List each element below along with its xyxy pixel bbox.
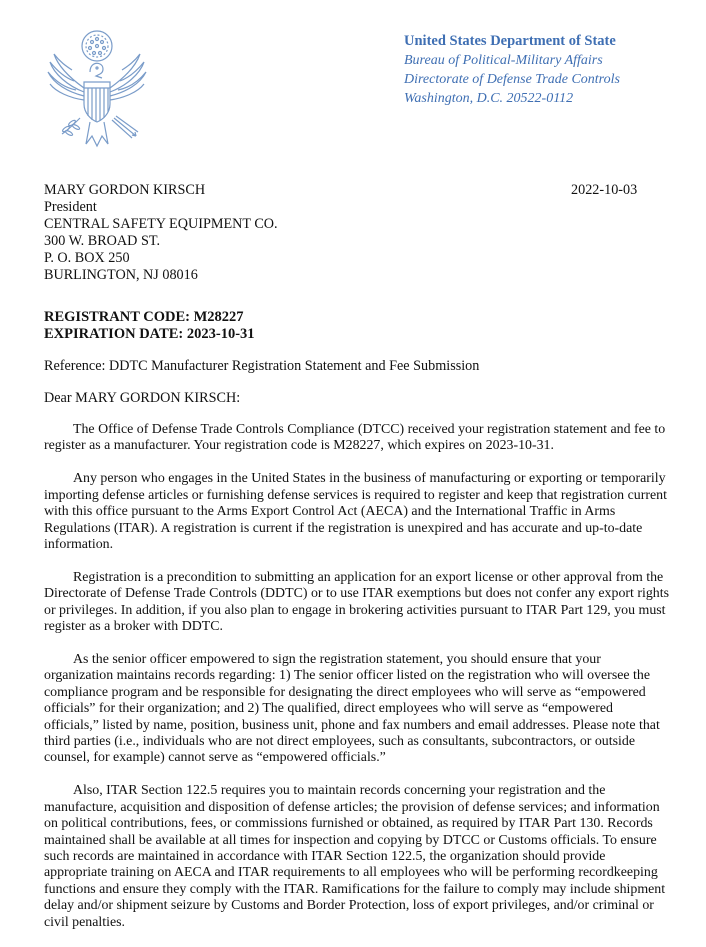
registrant-code: REGISTRANT CODE: M28227	[44, 309, 244, 325]
directorate-name: Directorate of Defense Trade Controls	[404, 72, 620, 87]
office-city: Washington, D.C. 20522-0112	[404, 91, 574, 106]
salutation: Dear MARY GORDON KIRSCH:	[44, 390, 241, 406]
expiration-date: EXPIRATION DATE: 2023-10-31	[44, 326, 255, 342]
recipient-company: CENTRAL SAFETY EQUIPMENT CO.	[44, 216, 278, 232]
body-paragraph: Any person who engages in the United States in the business of manufacturing or exporting or temporarily importing defense articles or furnishing defense services is required to register and keep that registration current with this office pursuant to the Arms Export Control Act (AECA) and the International Traffic in Arms Regulations (ITAR). A registration is current if the registration is unexpired and has accurate and up-to-date information.	[44, 471, 667, 552]
reference-line: Reference: DDTC Manufacturer Registration Statement and Fee Submission	[44, 358, 480, 374]
recipient-name: MARY GORDON KIRSCH	[44, 182, 206, 198]
registration-codes	[44, 309, 255, 343]
recipient-po-box: P. O. BOX 250	[44, 250, 130, 266]
recipient-address	[44, 182, 278, 284]
bureau-name: Bureau of Political-Military Affairs	[404, 53, 603, 68]
recipient-title: President	[44, 199, 97, 215]
letter-date: 2022-10-03	[571, 182, 638, 198]
letter-body	[44, 422, 670, 947]
department-name: United States Department of State	[404, 33, 616, 49]
body-paragraph: As the senior officer empowered to sign the registration statement, you should ensure that your organization maintains records regarding: 1) The senior officer listed on the registration who will oversee the compliance program and be responsible for designating the direct employees who will serve as “empowered officials” for their organization; and 2) The qualified, direct employees who will serve as “empowered officials,” listed by name, position, business unit, phone and fax numbers and email addresses. Please note that third parties (i.e., individuals who are not direct employees, such as consultants, subcontractors, or outside counsel, for example) cannot serve as “empowered officials.”	[44, 651, 660, 766]
body-paragraph: Also, ITAR Section 122.5 requires you to maintain records concerning your registration and the manufacture, acquisition and disposition of defense articles; the provision of defense services; and information on political contributions, fees, or commissions furnished or obtained, as required by ITAR Part 130. Records maintained shall be available at all times for inspection and copying by DTCC or Customs officials. To ensure such records are maintained in accordance with ITAR Section 122.5, the organization should provide appropriate training on AECA and ITAR requirements to all employees who will be performing recordkeeping functions and ensure they comply with the ITAR. Ramifications for the failure to comply may include shipment delay and/or shipment seizure by Customs and Border Protection, loss of export privileges, and/or criminal or civil penalties.	[44, 783, 666, 930]
body-paragraph: Registration is a precondition to submitting an application for an export license or other approval from the Directorate of Defense Trade Controls (DDTC) or to use ITAR exemptions but does not confer any export rights or privileges. In addition, if you also plan to engage in brokering activities pursuant to ITAR Part 129, you must register as a broker with DDTC.	[44, 569, 669, 635]
great-seal-icon	[40, 26, 150, 152]
recipient-street: 300 W. BROAD ST.	[44, 233, 161, 249]
letterhead	[404, 32, 694, 108]
recipient-city-state-zip: BURLINGTON, NJ 08016	[44, 267, 198, 283]
body-paragraph: The Office of Defense Trade Controls Compliance (DTCC) received your registration statement and fee to register as a manufacturer. Your registration code is M28227, which expires on 2023-10-31.	[44, 422, 666, 454]
